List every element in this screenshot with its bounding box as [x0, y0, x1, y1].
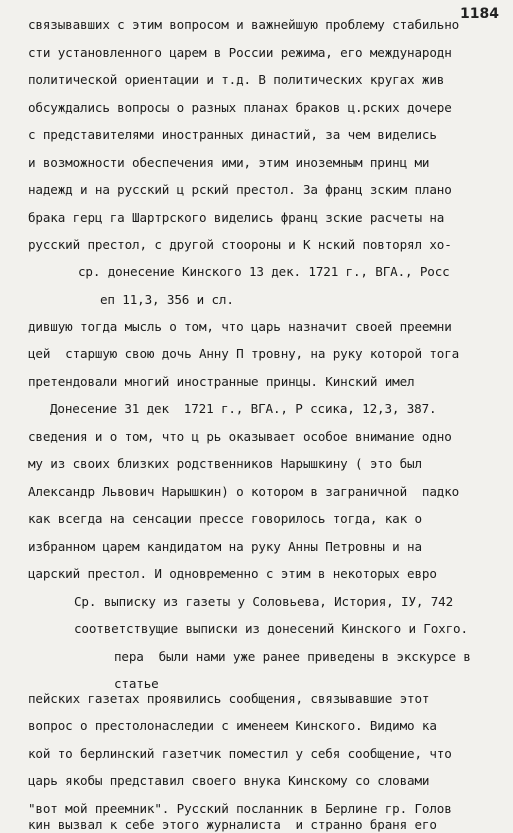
text-line: претендовали многий иностранные принцы. Кинский имел	[28, 374, 415, 389]
text-line: русский престол, с другой стоороны и К нский повторял хо-	[28, 237, 452, 252]
footnote-line: ср. донесение Кинского 13 дек. 1721 г., ВГА., Росс	[78, 264, 450, 279]
text-line: царь якобы представил своего внука Кинскому со словами	[28, 773, 430, 788]
footnote-line: еп 11,3, 356 и сл.	[100, 292, 234, 307]
page-number: 1184	[460, 6, 499, 22]
text-line: брака герц га Шартрского виделись франц зские расчеты на	[28, 210, 445, 225]
text-line: с представителями иностранных династий, за чем виделись	[28, 127, 437, 142]
text-line: связывавших с этим вопросом и важнейшую проблему стабильно	[28, 17, 460, 32]
text-line: Александр Львович Нарышкин) о котором в заграничной падко	[28, 484, 460, 499]
footnote-line: Донесение 31 дек 1721 г., ВГА., Р ссика, 12,3, 387.	[50, 401, 437, 416]
text-line: обсуждались вопросы о разных планах браков ц.рских дочере	[28, 100, 452, 115]
text-line: му из своих близких родственников Нарышкину ( это был	[28, 456, 422, 471]
text-line: политической ориентации и т.д. В политических кругах жив	[28, 72, 445, 87]
footnote-line: соответствущие выписки из донесений Кинского и Гохго.	[74, 621, 468, 636]
text-line: цей старшую свою дочь Анну П тровну, на руку которой тога	[28, 346, 460, 361]
text-line: вопрос о престолонаследии с именеем Кинского. Видимо ка	[28, 718, 437, 733]
footnote-line: пера были нами уже ранее приведены в экскурсе в	[114, 649, 471, 664]
text-line: пейских газетах проявились сообщения, связывавшие этот	[28, 691, 430, 706]
footnote-line: Ср. выписку из газеты у Соловьева, История, IУ, 742	[74, 594, 454, 609]
text-line: "вот мой преемник". Русский посланник в Берлине гр. Голов	[28, 801, 452, 816]
footnote-line: статье	[114, 676, 159, 691]
text-line: сти установленного царем в России режима, его международн	[28, 45, 452, 60]
text-line: как всегда на сенсации прессе говорилось тогда, как о	[28, 511, 422, 526]
text-line: надежд и на русский ц рский престол. За франц зским плано	[28, 182, 452, 197]
text-line: царский престол. И одновременно с этим в некоторых евро	[28, 566, 437, 581]
text-line: избранном царем кандидатом на руку Анны Петровны и на	[28, 539, 422, 554]
text-line: и возможности обеспечения ими, этим иноземным принц ми	[28, 155, 430, 170]
text-line: дившую тогда мысль о том, что царь назначит своей преемни	[28, 319, 452, 334]
text-line: кин вызвал к себе этого журналиста и странно браня его	[28, 817, 437, 832]
text-line: кой то берлинский газетчик поместил у себя сообщение, что	[28, 746, 452, 761]
text-line: сведения и о том, что ц рь оказывает особое внимание одно	[28, 429, 452, 444]
